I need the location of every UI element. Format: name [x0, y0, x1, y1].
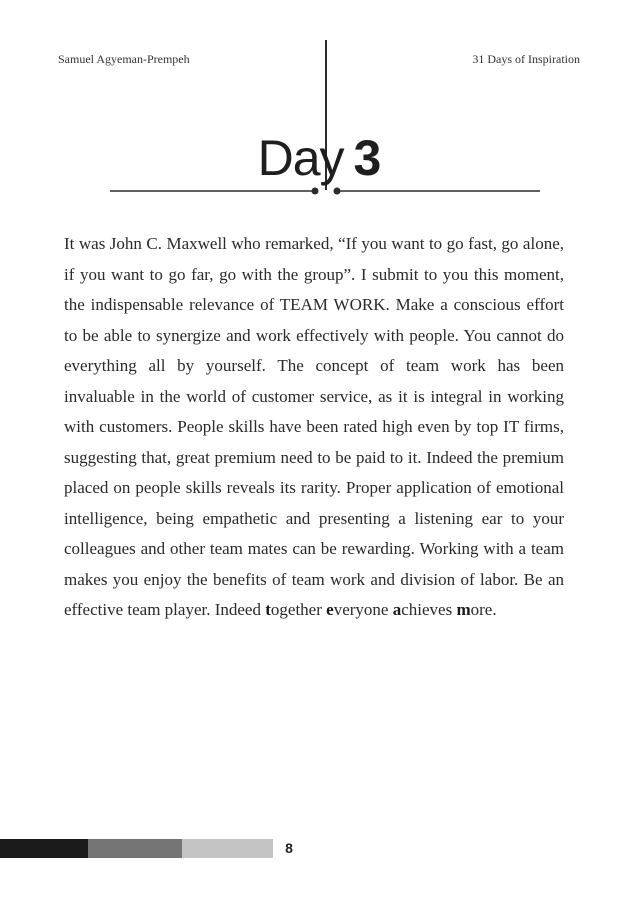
header-book-title: 31 Days of Inspiration: [472, 52, 580, 66]
acronym-letter-t: t: [265, 600, 271, 619]
title-underline: [0, 180, 638, 204]
footer-bar-mid: [88, 839, 182, 858]
chapter-number: 3: [353, 130, 381, 186]
body-text: [64, 229, 564, 626]
chapter-title: [0, 128, 638, 188]
acronym-letter-m: m: [456, 600, 471, 619]
acronym-letter-e: e: [326, 600, 334, 619]
body-word-together: ogether: [270, 600, 327, 619]
page-number: 8: [285, 840, 293, 856]
acronym-letter-a: a: [392, 600, 402, 619]
body-word-everyone: veryone: [333, 600, 393, 619]
body-paragraph: [64, 229, 564, 626]
body-word-achieves: chieves: [401, 600, 457, 619]
header-author: Samuel Agyeman-Prempeh: [58, 52, 190, 66]
body-word-more: ore.: [470, 600, 497, 619]
footer-bar-dark: [0, 839, 88, 858]
chapter-word: Day: [257, 130, 344, 186]
footer-bar-light: [182, 839, 273, 858]
body-paragraph-text: It was John C. Maxwell who remarked, “If you want to go fast, go alone, if you want to go far, go with the group”. I submit to you this moment, the indispensable relevance of TEAM WORK. Make a conscious effort to be able to synergize and work effectively with people. You cannot do everything all by yourself. The concept of team work has been invaluable in the world of customer service, as it is integral in working with customers. People skills have been rated high even by top IT firms, suggesting that, great premium need to be paid to it. Indeed the premium placed on people skills reveals its rarity. Proper application of emotional intelligence, being empathetic and presenting a listening ear to your colleagues and other team mates can be rewarding. Working with a team makes you enjoy the benefits of team work and division of labor. Be an effective team player. Indeed: [64, 234, 564, 619]
